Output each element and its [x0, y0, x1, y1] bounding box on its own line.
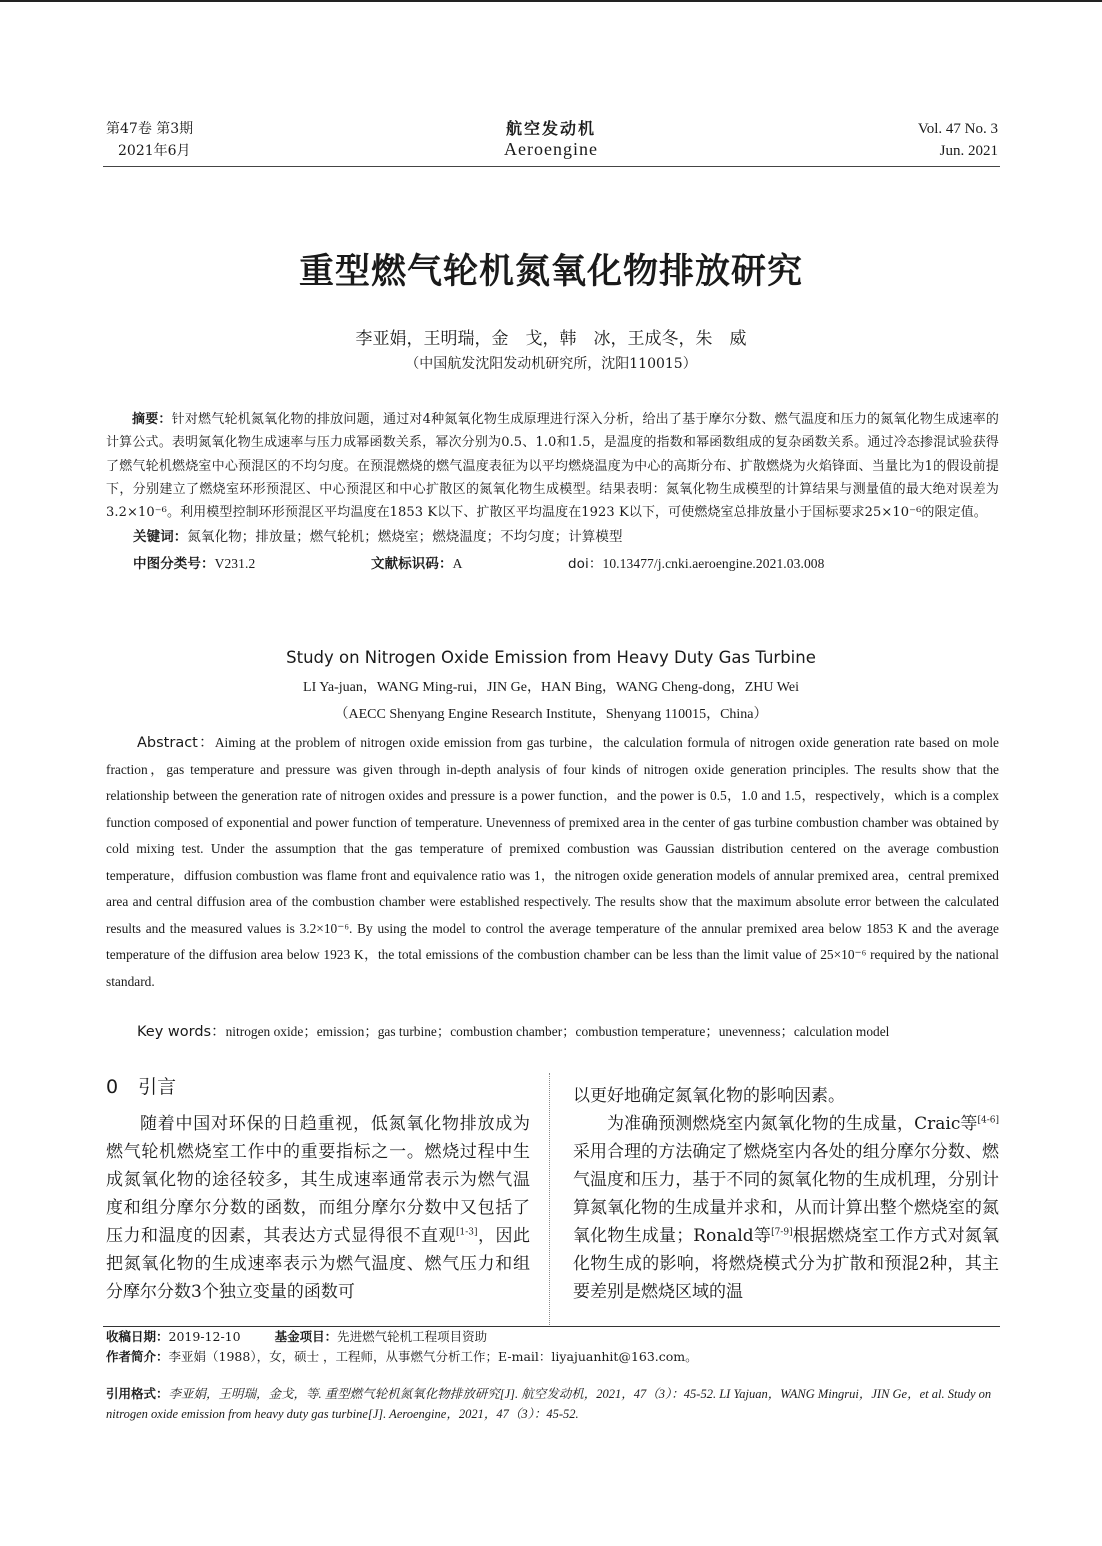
- affiliation: （中国航发沈阳发动机研究所，沈阳110015）: [405, 356, 697, 372]
- doi: 10.13477/j.cnki.aeroengine.2021.03.008: [602, 555, 825, 571]
- citation-label: 引用格式：: [106, 1386, 169, 1401]
- ref-1-3: [1-3]: [456, 1227, 478, 1238]
- chinese-abstract: [106, 408, 999, 576]
- clc-number: V231.2: [214, 555, 256, 571]
- author-bio-label: 作者简介：: [106, 1349, 169, 1364]
- keywords-label-en: Key words：: [137, 1024, 226, 1040]
- abstract-label-cn: 摘要：: [132, 412, 172, 427]
- citation-text: 李亚娟，王明瑞，金戈，等. 重型燃气轮机氮氧化物排放研究[J]. 航空发动机，2021，47（3）：45-52. LI Yajuan，WANG Mingrui，JIN Ge，et al. Study on nitrogen oxide emission from heavy duty gas turbine[J]. Aeroengine，2021，47（3）：45-52.: [106, 1387, 992, 1421]
- footnote-author: [106, 1347, 698, 1367]
- received-date: 2019-12-10: [168, 1329, 241, 1344]
- english-title: Study on Nitrogen Oxide Emission from Heavy Duty Gas Turbine: [286, 648, 816, 667]
- left-paragraph: 随着中国对环保的日趋重视，低氮氧化物排放成为燃气轮机燃烧室工作中的重要指标之一。燃烧过程中生成氮氧化物的途径较多，其生成速率通常表示为燃气温度和组分摩尔分数的函数，而组分摩尔分数中又包括了压力和温度的因素，其表达方式显得很不直观: [106, 1114, 530, 1246]
- ref-7-9: [7-9]: [771, 1227, 793, 1238]
- abstract-label-en: Abstract：: [137, 735, 215, 751]
- keywords-en: nitrogen oxide；emission；gas turbine；combustion chamber；combustion temperature；unevenness；calculation model: [225, 1024, 890, 1039]
- english-authors: LI Ya-juan，WANG Ming-rui，JIN Ge，HAN Bing，WANG Cheng-dong，ZHU Wei: [303, 680, 799, 695]
- right-paragraph-c: 根据燃烧室工作方式对氮氧化物生成的影响，将燃烧模式分为扩散和预混2种，其主要差别是燃烧区域的温: [573, 1226, 999, 1302]
- column-divider: [549, 1073, 550, 1325]
- keywords-cn: 氮氧化物；排放量；燃气轮机；燃烧室；燃烧温度；不均匀度；计算模型: [187, 529, 623, 546]
- abstract-text-en: Aiming at the problem of nitrogen oxide emission from gas turbine，the calculation formula of nitrogen oxide generation rate based on mole fraction，gas temperature and pressure was given through in-depth analysis of four kinds of nitrogen oxide generation principles. The results show that the relationship between the generation rate of nitrogen oxides and pressure is a power function，and the power is 0.5，1.0 and 1.5，respectively，which is a complex function composed of exponential and power function of temperature. Unevenness of premixed area in the center of gas turbine combustion chamber was obtained by cold mixing test. Under the assumption that the gas temperature of premixed combustion was Gaussian distribution centered on the average combustion temperature，diffusion combustion was flame front and equivalence ratio was 1，the nitrogen oxide generation models of annular premixed area，central premixed area and central diffusion area of the combustion chamber were established respectively. The results show that the maximum absolute error between the calculated results and the measured values is 3.2×10⁻⁶. By using the model to control the average temperature of the annular premixed area below 1853 K and the average temperature of the diffusion area below 1923 K，the total emissions of the combustion chamber can be less than the limit value of 25×10⁻⁶ required by the national standard.: [106, 735, 999, 989]
- section-heading: [106, 1072, 176, 1099]
- body-left-column: [106, 1110, 530, 1306]
- english-abstract: [106, 730, 999, 995]
- journal-name-cn: 航空发动机: [505, 119, 596, 138]
- header-right: [918, 118, 998, 162]
- paper-title: 重型燃气轮机氮氧化物排放研究: [298, 251, 803, 292]
- right-paragraph-b: 采用合理的方法确定了燃烧室内各处的组分摩尔分数、燃气温度和压力，基于不同的氮氧化物的生成机理，分别计算氮氧化物的生成量并求和，从而计算出整个燃烧室的氮氧化物生成量；Ronald等: [573, 1142, 999, 1246]
- header-date: 2021年6月: [118, 143, 191, 159]
- header-volume: 第47卷 第3期: [106, 121, 194, 137]
- english-keywords: [137, 1020, 999, 1041]
- header-rule: [103, 166, 1000, 167]
- abstract-text-cn: 针对燃气轮机氮氧化物的排放问题，通过对4种氮氧化物生成原理进行深入分析，给出了基于摩尔分数、燃气温度和压力的氮氧化物生成速率的计算公式。表明氮氧化物生成速率与压力成幂函数关系，幂次分别为0.5、1.0和1.5，是温度的指数和幂函数组成的复杂函数关系。通过冷态掺混试验获得了燃气轮机燃烧室中心预混区的不均匀度。在预混燃烧的燃气温度表征为以平均燃烧温度为中心的高斯分布、扩散燃烧为火焰锋面、当量比为1的假设前提下，分别建立了燃烧室环形预混区、中心预混区和中心扩散区的氮氧化物生成模型。结果表明：氮氧化物生成模型的计算结果与测量值的最大绝对误差为3.2×10⁻⁶。利用模型控制环形预混区平均温度在1853 K以下、扩散区平均温度在1923 K以下，可使燃烧室总排放量小于国标要求25×10⁻⁶的限定值。: [106, 412, 999, 521]
- footnote-received: [106, 1327, 487, 1347]
- page-top-border: [0, 0, 1102, 2]
- right-first-line: 以更好地确定氮氧化物的影响因素。: [573, 1086, 845, 1106]
- received-label: 收稿日期：: [106, 1329, 169, 1344]
- author-bio: 李亚娟（1988），女，硕士 ，工程师，从事燃气分析工作；E-mail：liyajuanhit@163.com。: [168, 1349, 698, 1364]
- keywords-label-cn: 关键词：: [133, 529, 188, 546]
- english-affiliation: （AECC Shenyang Engine Research Institute，Shenyang 110015，China）: [334, 707, 768, 722]
- doc-code: A: [452, 555, 463, 571]
- section-number: 0: [106, 1076, 119, 1098]
- doc-code-label: 文献标识码：: [371, 555, 453, 572]
- authors: 李亚娟，王明瑞，金 戈，韩 冰，王成冬，朱 威: [355, 329, 747, 349]
- fund-label: 基金项目：: [274, 1329, 338, 1344]
- doi-label: doi：: [568, 555, 603, 572]
- journal-name-en: Aeroengine: [504, 139, 598, 159]
- citation: [106, 1384, 999, 1424]
- right-paragraph-a: 为准确预测燃烧室内氮氧化物的生成量，Craic等: [607, 1114, 978, 1134]
- header-date-en: Jun. 2021: [939, 143, 998, 159]
- body-right-column: [573, 1082, 999, 1306]
- fund: 先进燃气轮机工程项目资助: [337, 1329, 488, 1344]
- header-volume-en: Vol. 47 No. 3: [917, 121, 998, 137]
- ref-4-6: [4-6]: [977, 1115, 999, 1126]
- clc-label: 中图分类号：: [133, 555, 215, 572]
- section-title: 引言: [138, 1076, 177, 1098]
- left-paragraph-tail: ，因此把氮氧化物的生成速率表示为燃气温度、燃气压力和组分摩尔分数3个独立变量的函数可: [106, 1226, 531, 1302]
